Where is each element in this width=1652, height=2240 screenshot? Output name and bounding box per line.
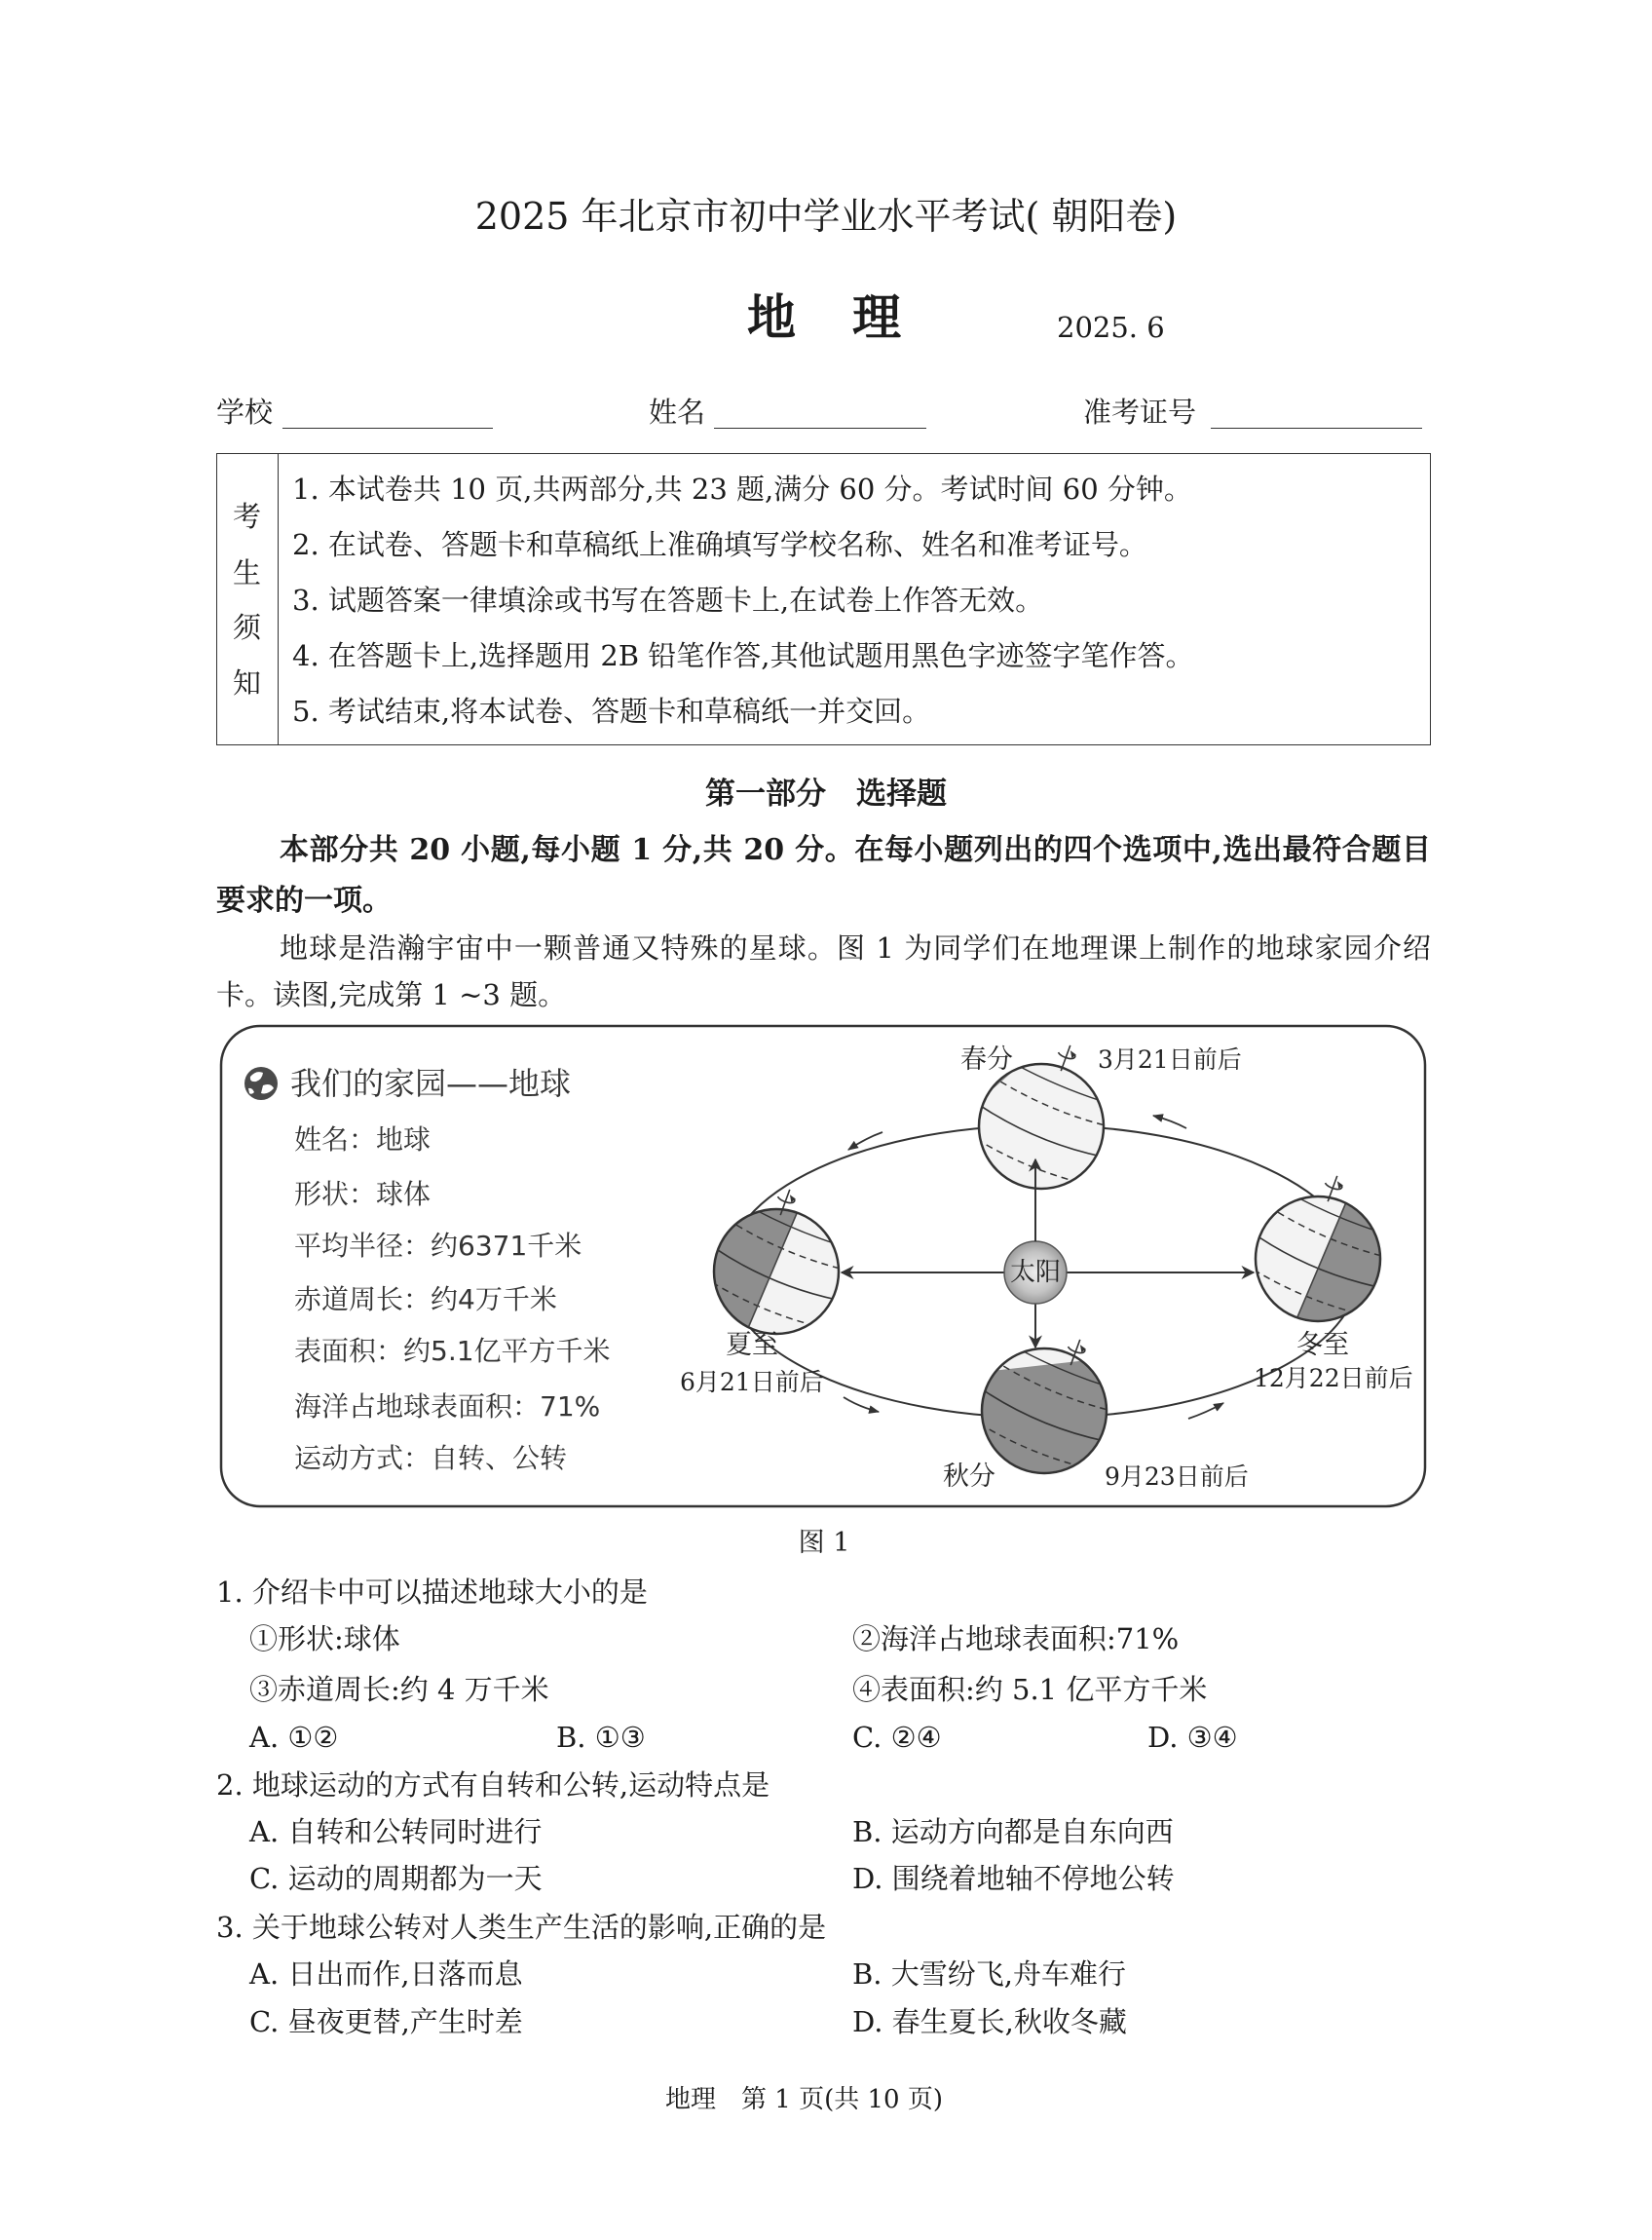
sun-label: 太阳: [1009, 1258, 1061, 1287]
winter-solstice-date: 12月22日前后: [1254, 1364, 1413, 1392]
section-heading: 第一部分 选择题: [705, 777, 947, 812]
question-2-option-d: D. 围绕着地轴不停地公转: [852, 1862, 1175, 1895]
question-1-option-a: A. ①②: [249, 1721, 339, 1754]
question-2-option-c: C. 运动的周期都为一天: [249, 1862, 543, 1895]
section-instruction: 本部分共 20 小题,每小题 1 分,共 20 分。在每小题列出的四个选项中,选出最符合题目要求的一项。: [216, 833, 1431, 918]
question-2-stem: 2. 地球运动的方式有自转和公转,运动特点是: [216, 1768, 770, 1802]
notice-label-char: 考: [232, 500, 261, 533]
question-1-statement: ①形状:球体: [249, 1622, 400, 1655]
summer-solstice-date: 6月21日前后: [680, 1368, 824, 1396]
orbit-direction-arrow: [1153, 1116, 1186, 1128]
question-1-stem: 1. 介绍卡中可以描述地球大小的是: [216, 1576, 648, 1609]
card-row: 形状：球体: [294, 1178, 432, 1210]
globe-icon: [244, 1067, 278, 1100]
figure-caption: 图 1: [798, 1528, 850, 1558]
spring-equinox-label: 春分: [960, 1044, 1013, 1075]
notice-item: 4. 在答题卡上,选择题用 2B 铅笔作答,其他试题用黑色字迹签字笔作答。: [292, 639, 1194, 672]
exam-date: 2025. 6: [1057, 311, 1165, 344]
exam-title: 2025 年北京市初中学业水平考试( 朝阳卷): [474, 195, 1178, 238]
orbit-direction-arrow: [1188, 1403, 1223, 1419]
question-3-stem: 3. 关于地球公转对人类生产生活的影响,正确的是: [216, 1911, 827, 1944]
question-1-statement: ③赤道周长:约 4 万千米: [249, 1673, 549, 1706]
question-1-statement: ②海洋占地球表面积:71%: [852, 1622, 1180, 1655]
card-row: 平均半径：约6371千米: [294, 1230, 582, 1262]
question-2-option-a: A. 自转和公转同时进行: [249, 1815, 543, 1848]
question-intro: 地球是浩瀚宇宙中一颗普通又特殊的星球。图 1 为同学们在地理课上制作的地球家园介绍卡。读图,完成第 1 ~3 题。: [216, 931, 1431, 1011]
card-row: 赤道周长：约4万千米: [294, 1283, 557, 1315]
subject-title: 地 理: [747, 288, 905, 346]
notice-divider: [278, 453, 279, 745]
orbit-direction-arrow: [844, 1397, 879, 1412]
notice-label-char: 知: [232, 666, 261, 700]
exam-id-label: 准考证号: [1083, 396, 1197, 429]
notice-item: 1. 本试卷共 10 页,共两部分,共 23 题,满分 60 分。考试时间 60 分钟。: [292, 473, 1192, 506]
card-row: 姓名：地球: [294, 1123, 432, 1156]
question-3-option-c: C. 昼夜更替,产生时差: [249, 2005, 523, 2038]
question-2-option-b: B. 运动方向都是自东向西: [852, 1815, 1174, 1848]
question-3-option-b: B. 大雪纷飞,舟车难行: [852, 1957, 1126, 1991]
card-row: 海洋占地球表面积：71%: [294, 1390, 601, 1423]
notice-item: 5. 考试结束,将本试卷、答题卡和草稿纸一并交回。: [292, 695, 931, 728]
summer-solstice-label: 夏至: [726, 1330, 778, 1360]
question-1-option-d: D. ③④: [1147, 1721, 1238, 1754]
question-3-option-a: A. 日出而作,日落而息: [249, 1957, 523, 1991]
notice-label-char: 生: [232, 556, 261, 589]
winter-solstice-label: 冬至: [1296, 1330, 1349, 1360]
page-footer: 地理 第 1 页(共 10 页): [665, 2085, 943, 2114]
question-3-option-d: D. 春生夏长,秋收冬藏: [852, 2005, 1127, 2038]
name-label: 姓名: [649, 396, 706, 429]
card-row: 运动方式：自转、公转: [294, 1442, 568, 1474]
school-blank[interactable]: [282, 393, 493, 429]
notice-item: 2. 在试卷、答题卡和草稿纸上准确填写学校名称、姓名和准考证号。: [292, 528, 1147, 561]
name-blank[interactable]: [714, 393, 926, 429]
card-title: 我们的家园——地球: [290, 1065, 572, 1102]
autumn-equinox-date: 9月23日前后: [1105, 1462, 1249, 1491]
notice-item: 3. 试题答案一律填涂或书写在答题卡上,在试卷上作答无效。: [292, 584, 1044, 617]
card-row: 表面积：约5.1亿平方千米: [294, 1335, 611, 1367]
question-1-option-b: B. ①③: [556, 1721, 646, 1754]
spring-equinox-date: 3月21日前后: [1098, 1045, 1242, 1074]
autumn-equinox-label: 秋分: [943, 1462, 995, 1492]
exam-id-blank[interactable]: [1211, 393, 1422, 429]
question-1-option-c: C. ②④: [852, 1721, 942, 1754]
school-label: 学校: [216, 396, 274, 429]
question-1-statement: ④表面积:约 5.1 亿平方千米: [852, 1673, 1208, 1706]
notice-label-char: 须: [232, 611, 261, 644]
